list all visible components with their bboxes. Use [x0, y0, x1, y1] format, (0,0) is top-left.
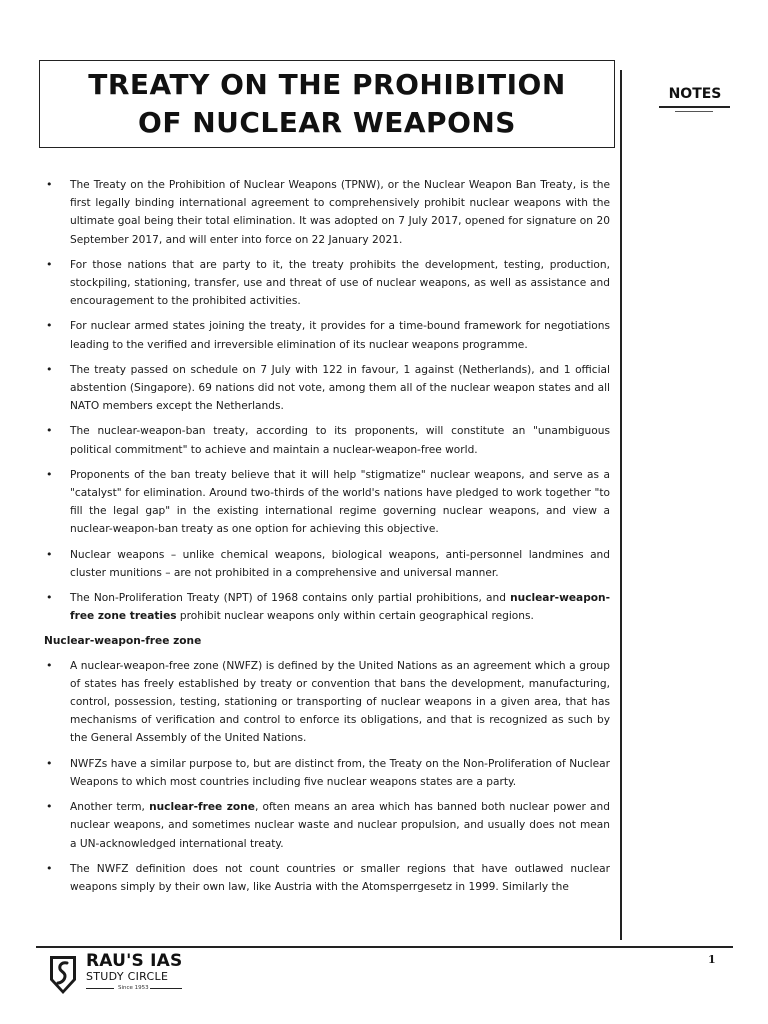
page-title-line-2: OF NUCLEAR WEAPONS: [138, 106, 516, 139]
bullet-text: The NWFZ definition does not count countries or smaller regions that have outlawed nuclear weapons simply by their own law, like Austria with the Atomsperrgesetz in 1999. Similarly the: [70, 862, 610, 893]
notes-label: NOTES: [668, 86, 722, 102]
brand-rule-right: [150, 988, 182, 989]
page-title-line-1: TREATY ON THE PROHIBITION: [88, 68, 566, 101]
page-number: 1: [708, 953, 716, 966]
bullet-text: Another term,: [70, 801, 150, 814]
bullet-item: [44, 176, 610, 249]
bullet-item: [44, 317, 610, 353]
bullet-text: The nuclear-weapon-ban treaty, according to its proponents, will constitute an "unambiguous political commitment" to achieve and maintain a nuclear-weapon-free world.: [70, 425, 610, 456]
bullet-dot: •: [46, 756, 53, 770]
bullet-item: [44, 256, 610, 311]
bullet-list-nwfz: [44, 657, 610, 791]
brand-name: RAU'S IAS: [86, 951, 183, 971]
bullet-text: For nuclear armed states joining the treaty, it provides for a time-bound framework for negotiations leading to the verified and irreversible elimination of its nuclear weapons programme.: [70, 320, 610, 351]
bullet-text: Proponents of the ban treaty believe that it will help "stigmatize" nuclear weapons, and serve as a "catalyst" for elimination. Around two-thirds of the world's nations have pledged to work together "to fill the legal gap" in the existing international regime governing nuclear weapons, and view a nuclear-weapon-ban treaty as one option for achieving this objective.: [70, 468, 610, 536]
bullet-dot: •: [46, 178, 53, 191]
bullet-item: [44, 755, 610, 791]
bullet-dot: •: [46, 257, 53, 271]
brand-rule-left: [86, 988, 114, 989]
bullet-dot: •: [46, 467, 53, 481]
bullet-item: [44, 657, 610, 748]
bullet-bold-text: nuclear-free zone: [149, 801, 255, 814]
notes-underline: [659, 106, 730, 108]
bullet-item: [44, 422, 610, 458]
bullet-item: [44, 546, 610, 582]
bullet-text: For those nations that are party to it, the treaty prohibits the development, testing, production, stockpiling, stationing, transfer, use and threat of use of nuclear weapons, as well as assistance and encouragement to the prohibited activities.: [70, 258, 610, 308]
bullet-text: The treaty passed on schedule on 7 July with 122 in favour, 1 against (Netherlands), and 1 official abstention (Singapore). 69 nations did not vote, among them all of the nuclear weapon states and all NATO members except the Netherlands.: [70, 363, 610, 413]
notes-divider: [620, 70, 622, 940]
title-box: [39, 60, 615, 148]
main-content: [44, 176, 610, 903]
bullet-text: Nuclear weapons – unlike chemical weapons, biological weapons, anti-personnel landmines and cluster munitions – are not prohibited in a comprehensive and universal manner.: [70, 548, 610, 579]
bullet-dot: •: [46, 424, 53, 438]
bullet-text: The Treaty on the Prohibition of Nuclear Weapons (TPNW), or the Nuclear Weapon Ban Treaty, is the first legally binding international agreement to comprehensively prohibit nuclear weapons with the ultimate goal being their total elimination. It was adopted on 7 July 2017, opened for signature on 20 September 2017, and will enter into force on 22 January 2021.: [70, 179, 610, 246]
bullet-dot: •: [46, 658, 53, 672]
bullet-item-last: [44, 860, 610, 896]
bullet-item: [44, 361, 610, 416]
brand-since: Since 1953: [118, 985, 149, 991]
bullet-text: prohibit nuclear weapons only within certain geographical regions.: [176, 610, 534, 623]
bullet-dot: •: [46, 362, 53, 376]
bullet-text: , often means an area which has banned both nuclear power and nuclear weapons, and sometimes nuclear waste and nuclear propulsion, and usually does not mean a UN-acknowledged international treaty.: [70, 801, 610, 850]
footer-divider: [36, 946, 733, 948]
brand-subtitle: STUDY CIRCLE: [86, 970, 169, 983]
section-subheading: Nuclear-weapon-free zone: [44, 635, 202, 648]
bullet-dot: •: [46, 547, 53, 561]
bullet-item-nfz: [44, 798, 610, 853]
bullet-text: The Non-Proliferation Treaty (NPT) of 1968 contains only partial prohibitions, and: [70, 592, 511, 605]
bullet-dot: •: [46, 800, 53, 814]
bullet-bold-text: nuclear-weapon-free zone treaties: [70, 592, 610, 623]
notes-underline-short: [675, 111, 713, 112]
bullet-text: A nuclear-weapon-free zone (NWFZ) is defined by the United Nations as an agreement which a group of states has freely established by treaty or convention that bans the development, manufacturing, control, possession, testing, stationing or transporting of nuclear weapons in a given area, that has mechanisms of verification and control to enforce its obligations, and that is recognized as such by the General Assembly of the United Nations.: [70, 659, 610, 745]
bullet-item-npt: [44, 589, 610, 625]
bullet-text: NWFZs have a similar purpose to, but are distinct from, the Treaty on the Non-Proliferation of Nuclear Weapons to which most countries including five nuclear weapons states are a party.: [70, 757, 610, 788]
bullet-item: [44, 466, 610, 539]
bullet-dot: •: [46, 591, 53, 605]
bullet-dot: •: [46, 861, 53, 875]
bullet-list-tpnw: [44, 176, 610, 582]
bullet-dot: •: [46, 319, 53, 333]
